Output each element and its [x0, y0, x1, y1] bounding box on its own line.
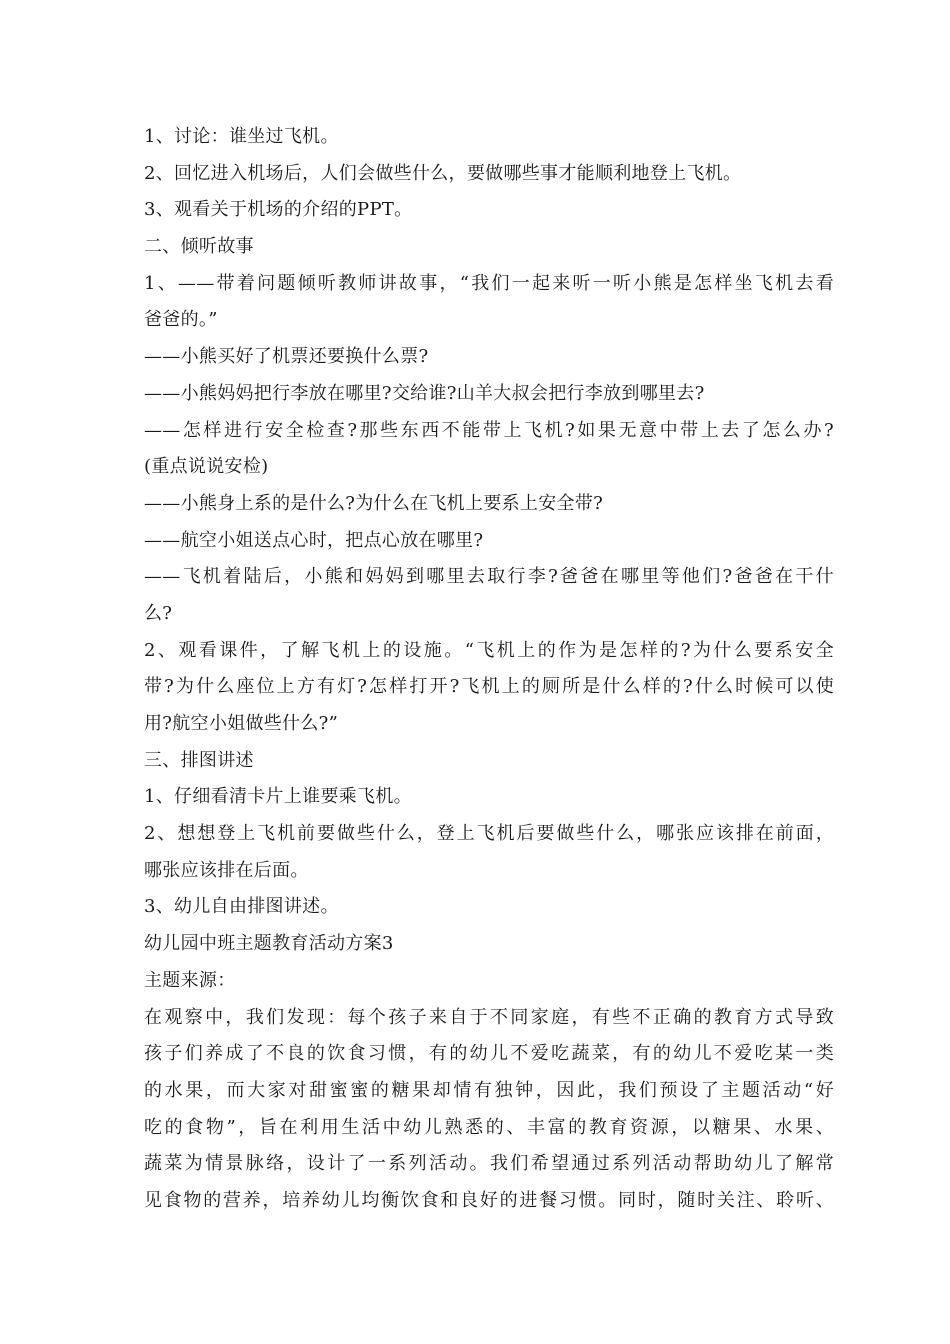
text-line: ——小熊买好了机票还要换什么票?: [144, 346, 429, 368]
text-line: 么?: [144, 602, 173, 624]
text-line: 1、讨论：谁坐过飞机。: [144, 126, 339, 147]
text-line: 吃的食物”，旨在利用生活中幼儿熟悉的、丰富的教育资源，以糖果、水果、: [144, 1116, 834, 1138]
text-line: 孩子们养成了不良的饮食习惯，有的幼儿不爱吃蔬菜，有的幼儿不爱吃某一类: [144, 1043, 834, 1065]
text-line: 1、仔细看清卡片上谁要乘飞机。: [144, 786, 412, 808]
text-line: 2、想想登上飞机前要做些什么，登上飞机后要做些什么，哪张应该排在前面，: [144, 823, 834, 845]
text-line: 在观察中，我们发现：每个孩子来自于不同家庭，有些不正确的教育方式导致: [144, 1006, 834, 1028]
text-line: 3、幼儿自由排图讲述。: [144, 896, 339, 918]
text-line: (重点说说安检): [144, 456, 269, 478]
text-line: 用?航空小姐做些什么?”: [144, 713, 339, 734]
text-line: 1、——带着问题倾听教师讲故事，“我们一起来听一听小熊是怎样坐飞机去看: [144, 272, 834, 294]
text-line: 哪张应该排在后面。: [144, 859, 309, 881]
text-line: ——小熊妈妈把行李放在哪里?交给谁?山羊大叔会把行李放到哪里去?: [144, 382, 705, 404]
text-line: 2、回忆进入机场后，人们会做些什么，要做哪些事才能顺利地登上飞机。: [144, 162, 742, 184]
section-heading: 三、排图讲述: [144, 749, 254, 771]
section-heading: 二、倾听故事: [144, 236, 254, 258]
text-line: ——飞机着陆后，小熊和妈妈到哪里去取行李?爸爸在哪里等他们?爸爸在干什: [144, 566, 834, 588]
text-line: ——小熊身上系的是什么?为什么在飞机上要系上安全带?: [144, 492, 604, 514]
text-line: ——怎样进行安全检查?那些东西不能带上飞机?如果无意中带上去了怎么办?: [144, 419, 834, 441]
section-heading: 主题来源：: [144, 969, 236, 991]
text-line: 的水果，而大家对甜蜜蜜的糖果却情有独钟，因此，我们预设了主题活动“好: [144, 1079, 834, 1101]
document-title: 幼儿园中班主题教育活动方案3: [144, 933, 394, 955]
text-line: 2、观看课件，了解飞机上的设施。“飞机上的作为是怎样的?为什么要系安全: [144, 639, 834, 661]
text-line: 3、观看关于机场的介绍的PPT。: [144, 199, 413, 221]
document-body: [144, 119, 834, 1220]
text-line: 见食物的营养，培养幼儿均衡饮食和良好的进餐习惯。同时，随时关注、聆听、: [144, 1189, 834, 1211]
text-line: ——航空小姐送点心时，把点心放在哪里?: [144, 529, 484, 551]
text-line: 蔬菜为情景脉络，设计了一系列活动。我们希望通过系列活动帮助幼儿了解常: [144, 1153, 834, 1175]
text-line: 爸爸的。”: [144, 309, 218, 331]
text-line: 带?为什么座位上方有灯?怎样打开?飞机上的厕所是什么样的?什么时候可以使: [144, 676, 834, 698]
